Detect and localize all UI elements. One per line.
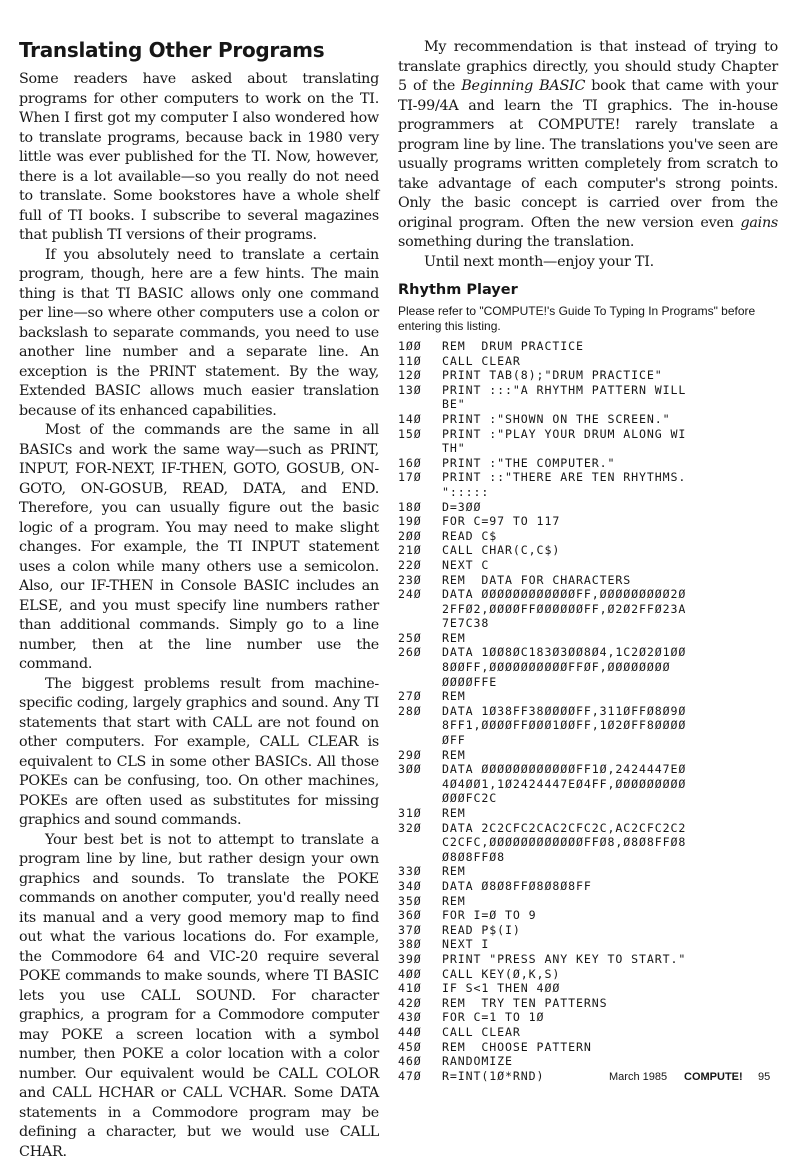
code-statement: REM TRY TEN PATTERNS [442,996,607,1011]
line-number: 24Ø [398,587,442,602]
code-line [398,660,778,675]
code-line [398,850,778,865]
paragraph-6-text-c: something during the translation. [398,234,634,250]
code-statement: 8FF1,ØØØØFFØØØ1ØØFF,1Ø2ØFF8ØØØØ [442,718,686,733]
code-line [398,762,778,777]
code-statement: DATA ØØØØØØØØØØØØFF1Ø,2424447EØ [442,762,686,777]
code-line [398,1040,778,1055]
code-statement: Ø8Ø8FFØ8 [442,850,505,865]
listing-heading: Rhythm Player [398,282,778,298]
line-number: 13Ø [398,383,442,398]
code-statement: REM [442,689,466,704]
code-line [398,952,778,967]
code-line [398,923,778,938]
line-number: 16Ø [398,456,442,471]
footer-date: March 1985 [609,1071,667,1083]
code-statement: PRINT ::"THERE ARE TEN RHYTHMS. [442,470,686,485]
article-paragraph-6 [398,38,778,253]
code-line [398,558,778,573]
code-statement: REM [442,864,466,879]
code-statement: PRINT TAB(8);"DRUM PRACTICE" [442,368,663,383]
code-statement: DATA 1ØØ8ØC183Ø3ØØ8Ø4,1C2Ø2Ø1ØØ [442,645,686,660]
code-line [398,573,778,588]
line-number: 32Ø [398,821,442,836]
code-line [398,806,778,821]
code-line [398,587,778,602]
line-number: 4ØØ [398,967,442,982]
line-number: 28Ø [398,704,442,719]
line-number: 21Ø [398,543,442,558]
line-number: 3ØØ [398,762,442,777]
article-heading: Translating Other Programs [19,38,379,62]
code-statement: ØØØØFFE [442,675,497,690]
code-statement: R=INT(1Ø*RND) [442,1069,544,1084]
line-number [398,675,442,690]
code-line [398,894,778,909]
code-line [398,514,778,529]
line-number [398,602,442,617]
code-line [398,616,778,631]
line-number: 34Ø [398,879,442,894]
paragraph-6-text-a: My recommendation is that instead of trying to translate graphics directly, you should study Chapter 5 of the [398,39,778,94]
book-title-italic: Beginning BASIC [461,78,585,94]
line-number: 18Ø [398,500,442,515]
code-line [398,748,778,763]
code-statement: ØFF [442,733,466,748]
line-number [398,850,442,865]
code-line [398,967,778,982]
code-statement: NEXT C [442,558,489,573]
line-number: 31Ø [398,806,442,821]
line-number: 23Ø [398,573,442,588]
code-statement: 4Ø4ØØ1,1Ø2424447EØ4FF,ØØØØØØØØØ [442,777,686,792]
gains-italic: gains [740,215,778,231]
code-statement: CALL CLEAR [442,354,521,369]
line-number: 44Ø [398,1025,442,1040]
code-statement: CALL CLEAR [442,1025,521,1040]
code-line [398,835,778,850]
line-number: 22Ø [398,558,442,573]
code-line [398,777,778,792]
line-number: 19Ø [398,514,442,529]
line-number [398,777,442,792]
code-line [398,543,778,558]
footer-magazine-name: COMPUTE! [684,1071,743,1083]
line-number [398,660,442,675]
article-paragraph-4: The biggest problems result from machine-specific coding, largely graphics and sound. Any TI statements that start with CALL are not found on other computers. For example, CALL CLEAR is equivalent to CLS in some other BASICs. All those POKEs can be confusing, too. On other machines, POKEs are often used as substitutes for missing graphics and sound commands. [19,675,379,831]
code-statement: REM CHOOSE PATTERN [442,1040,592,1055]
line-number: 12Ø [398,368,442,383]
code-statement: CALL KEY(Ø,K,S) [442,967,560,982]
line-number: 11Ø [398,354,442,369]
article-paragraph-1: Some readers have asked about translating programs for other computers to work on the TI. When I first got my computer I also wondered how to translate programs, because back in 1980 very little was ever published for the TI. Now, however, there is a lot available—so you really do not need to translate. Some bookstores have a whole shelf full of TI books. I subscribe to several magazines that publish TI versions of their programs. [19,70,379,246]
code-statement: PRINT :"SHOWN ON THE SCREEN." [442,412,671,427]
line-number [398,397,442,412]
code-line [398,602,778,617]
code-line [398,1054,778,1069]
code-line [398,412,778,427]
article-paragraph-5: Your best bet is not to attempt to translate a program line by line, but rather design your own graphics and sounds. To translate the POKE commands on another computer, you'd really need its manual and a very good memory map to find out what the various locations do. For example, the Commodore 64 and VIC-20 require several POKE commands to make sounds, where TI BASIC lets you use CALL SOUND. For character graphics, a program for a Commodore computer may POKE a screen location with a symbol number, then POKE a color location with a color number. Our equivalent would be CALL COLOR and CALL HCHAR or CALL VCHAR. Some DATA statements in a Commodore program may be defining a character, but we would use CALL CHAR. [19,831,379,1162]
code-line [398,1010,778,1025]
code-line [398,733,778,748]
line-number: 39Ø [398,952,442,967]
code-statement: CALL CHAR(C,C$) [442,543,560,558]
code-line [398,631,778,646]
code-statement: DATA 2C2CFC2CAC2CFC2C,AC2CFC2C2 [442,821,686,836]
line-number [398,441,442,456]
article-paragraph-7: Until next month—enjoy your TI. [398,253,778,273]
code-statement: RANDOMIZE [442,1054,513,1069]
line-number: 37Ø [398,923,442,938]
code-line [398,529,778,544]
code-statement: FOR C=97 TO 117 [442,514,560,529]
line-number: 47Ø [398,1069,442,1084]
line-number: 46Ø [398,1054,442,1069]
typing-note: Please refer to "COMPUTE!'s Guide To Typing In Programs" before entering this listing. [398,304,778,334]
code-statement: PRINT :::"A RHYTHM PATTERN WILL [442,383,686,398]
line-number: 2ØØ [398,529,442,544]
code-statement: D=3ØØ [442,500,481,515]
code-statement: DATA ØØØØØØØØØØØØFF,ØØØØØØØØØ2Ø [442,587,686,602]
line-number: 25Ø [398,631,442,646]
code-statement: 7E7C38 [442,616,489,631]
program-listing [398,339,778,1083]
code-statement: DATA Ø8Ø8FFØ8Ø8Ø8FF [442,879,592,894]
code-statement: PRINT :"THE COMPUTER." [442,456,615,471]
code-line [398,383,778,398]
code-statement: READ C$ [442,529,497,544]
code-line [398,996,778,1011]
code-line [398,456,778,471]
code-line [398,485,778,500]
code-line [398,368,778,383]
line-number [398,791,442,806]
line-number: 38Ø [398,937,442,952]
line-number: 15Ø [398,427,442,442]
code-statement: REM DRUM PRACTICE [442,339,584,354]
line-number: 26Ø [398,645,442,660]
paragraph-6-text-b: book that came with your TI-99/4A and learn the TI graphics. The in-house programmers at COMPUTE! rarely translate a program line by line. The translations you've seen are usually programs written completely from scratch to take advantage of each computer's strong points. Only the basic concept is carried over from the original program. Often the new version even [398,78,778,231]
line-number: 41Ø [398,981,442,996]
line-number: 14Ø [398,412,442,427]
line-number [398,616,442,631]
code-line [398,821,778,836]
code-statement: REM [442,748,466,763]
code-statement: "::::: [442,485,489,500]
article-paragraph-2: If you absolutely need to translate a certain program, though, here are a few hints. The main thing is that TI BASIC allows only one command per line—so where other computers use a colon or backslash to separate commands, you need to use another line number and a separate line. An exception is the PRINT statement. By the way, Extended BASIC allows much easier translation because of its enhanced capabilities. [19,246,379,422]
line-number [398,733,442,748]
code-line [398,937,778,952]
code-line [398,704,778,719]
line-number [398,835,442,850]
line-number: 35Ø [398,894,442,909]
line-number: 1ØØ [398,339,442,354]
code-statement: REM [442,631,466,646]
code-statement: READ P$(I) [442,923,521,938]
line-number: 17Ø [398,470,442,485]
code-line [398,1025,778,1040]
code-statement: ØØØFC2C [442,791,497,806]
line-number: 36Ø [398,908,442,923]
code-statement: REM [442,894,466,909]
article-paragraph-3: Most of the commands are the same in all BASICs and work the same way—such as PRINT, INPUT, FOR-NEXT, IF-THEN, GOTO, GOSUB, ON-GOTO, ON-GOSUB, READ, DATA, and END. Therefore, you can usually figure out the basic logic of a program. You may need to make slight changes. For example, the TI INPUT statement uses a colon while many others use a semicolon. Also, our IF-THEN in Console BASIC includes an ELSE, and you must specify line numbers rather than additional commands. Simply go to a line number, then at the line number use the command. [19,421,379,675]
code-statement: PRINT "PRESS ANY KEY TO START." [442,952,686,967]
code-statement: BE" [442,397,466,412]
code-line [398,981,778,996]
code-statement: FOR C=1 TO 1Ø [442,1010,544,1025]
code-statement: TH" [442,441,466,456]
code-statement: 8ØØFF,ØØØØØØØØØØFFØF,ØØØØØØØØ [442,660,671,675]
code-line [398,908,778,923]
code-statement: PRINT :"PLAY YOUR DRUM ALONG WI [442,427,686,442]
code-statement: 2FFØ2,ØØØØFFØØØØØØFF,Ø2Ø2FFØ23A [442,602,686,617]
line-number: 27Ø [398,689,442,704]
right-column [398,38,778,1083]
code-statement: C2CFC,ØØØØØØØØØØØØFFØ8,Ø8Ø8FFØ8 [442,835,686,850]
line-number: 43Ø [398,1010,442,1025]
page-number: 95 [758,1071,770,1083]
code-statement: FOR I=Ø TO 9 [442,908,537,923]
line-number: 29Ø [398,748,442,763]
code-line [398,718,778,733]
line-number [398,485,442,500]
code-statement: REM DATA FOR CHARACTERS [442,573,631,588]
code-statement: REM [442,806,466,821]
line-number: 45Ø [398,1040,442,1055]
code-line [398,427,778,442]
code-statement: DATA 1Ø38FF38ØØØØFF,311ØFFØ8Ø9Ø [442,704,686,719]
line-number: 42Ø [398,996,442,1011]
code-statement: IF S<1 THEN 4ØØ [442,981,560,996]
code-line [398,339,778,354]
code-line [398,791,778,806]
code-line [398,645,778,660]
code-line [398,675,778,690]
code-line [398,441,778,456]
code-line [398,500,778,515]
code-statement: NEXT I [442,937,489,952]
code-line [398,397,778,412]
left-column [19,38,379,1162]
code-line [398,864,778,879]
line-number [398,718,442,733]
code-line [398,879,778,894]
code-line [398,689,778,704]
code-line [398,470,778,485]
code-line [398,354,778,369]
line-number: 33Ø [398,864,442,879]
